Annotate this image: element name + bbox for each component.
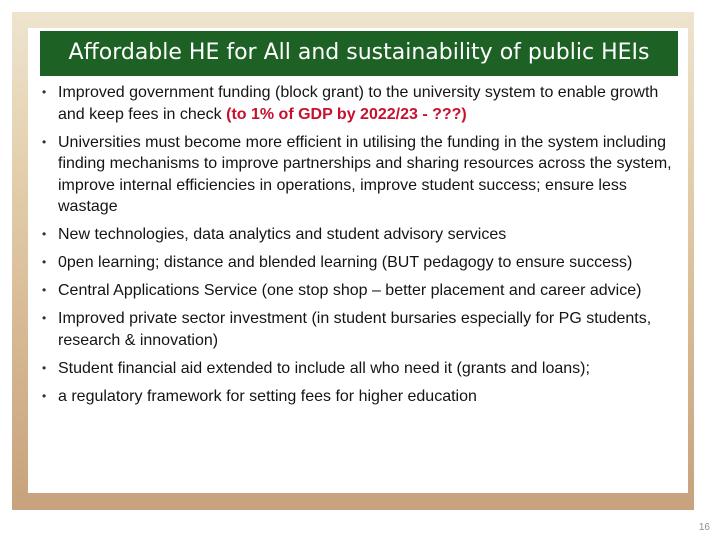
bullet-item <box>40 82 684 125</box>
bullet-marker: • <box>42 311 47 325</box>
bullet-text: New technologies, data analytics and student advisory services <box>58 226 507 243</box>
bullet-list <box>40 82 684 414</box>
bullet-item <box>40 252 684 274</box>
bullet-text: Improved private sector investment (in student bursaries especially for PG students, research & innovation) <box>58 310 652 349</box>
bullet-marker: • <box>42 85 47 99</box>
bullet-marker: • <box>42 227 47 241</box>
slide-title: Affordable HE for All and sustainability of public HEIs <box>40 31 678 76</box>
bullet-item <box>40 358 684 380</box>
bullet-item <box>40 308 684 351</box>
bullet-text: 0pen learning; distance and blended learning (BUT pedagogy to ensure success) <box>58 254 633 271</box>
bullet-marker: • <box>42 255 47 269</box>
bullet-marker: • <box>42 134 47 149</box>
bullet-text: Universities must become more efficient in utilising the funding in the system including finding mechanisms to improve partnerships and sharing resources across the system, improve internal efficiencies in operations, improve student success; ensure less wastage <box>58 133 672 215</box>
bullet-marker: • <box>42 388 47 403</box>
bullet-text: Student financial aid extended to include all who need it (grants and loans); <box>58 359 590 377</box>
bullet-item <box>40 132 684 218</box>
bullet-text: a regulatory framework for setting fees for higher education <box>58 387 477 405</box>
bullet-text: Central Applications Service (one stop shop – better placement and career advice) <box>58 282 642 299</box>
bullet-marker: • <box>42 360 47 375</box>
bullet-item <box>40 280 684 302</box>
bullet-text: Improved government funding (block grant) to the university system to enable growth and keep fees in check <box>58 84 659 123</box>
page-number: 16 <box>698 522 710 533</box>
bullet-marker: • <box>42 283 47 297</box>
bullet-item <box>40 224 684 246</box>
bullet-emphasis: (to 1% of GDP by 2022/23 - ???) <box>226 105 467 123</box>
bullet-item <box>40 386 684 408</box>
